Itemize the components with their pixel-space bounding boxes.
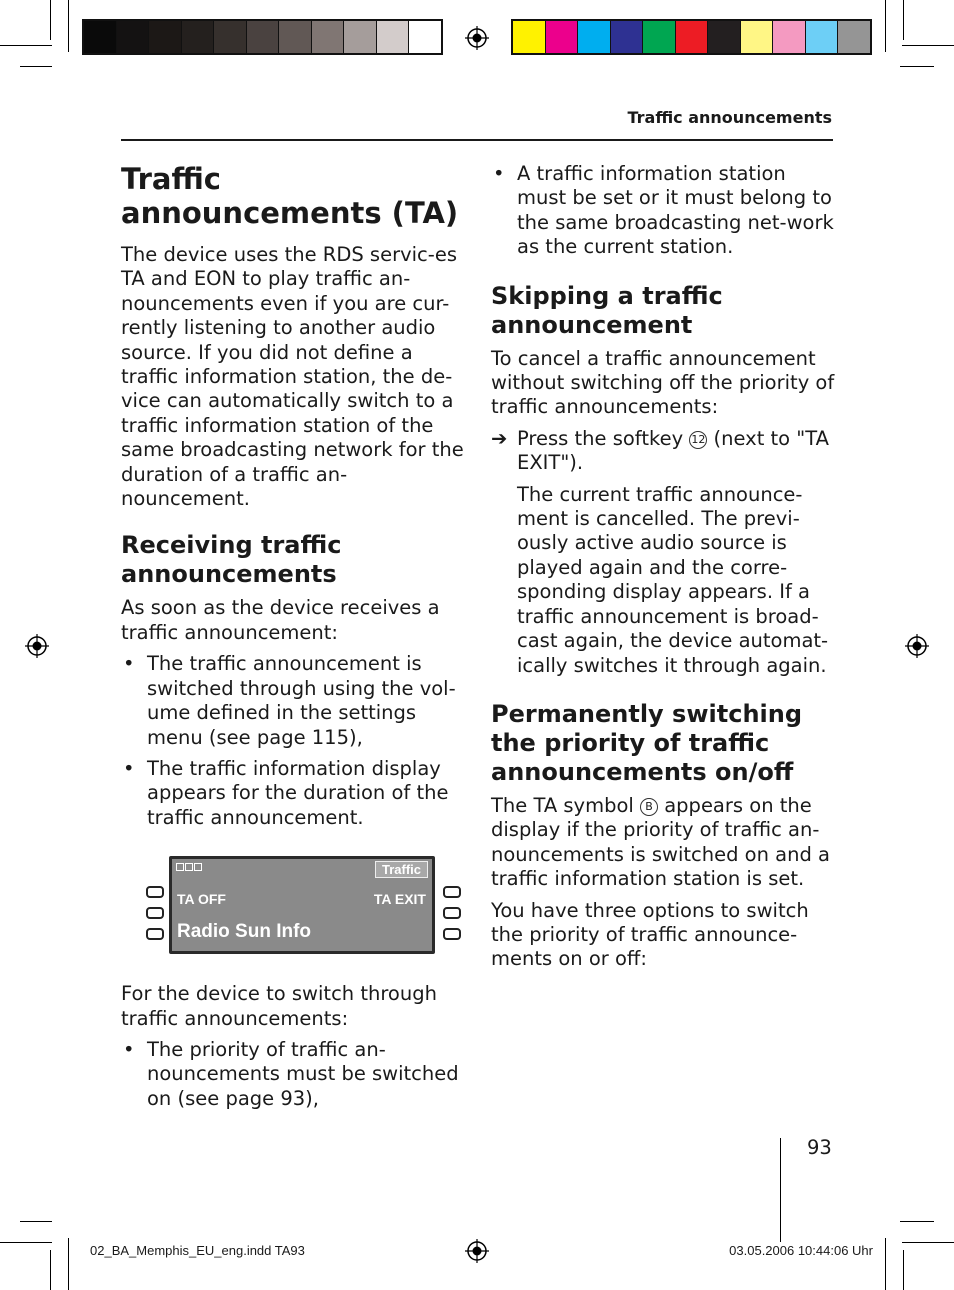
station-list (491, 162, 836, 260)
softkey-right-1 (443, 886, 461, 898)
list-item: • A traffic information station must be set or it must belong to the same broadcasting net-work as the current station. (493, 162, 834, 259)
receiving-heading: Receiving traffic announcements (121, 531, 342, 589)
softkey-left-2 (146, 907, 164, 919)
page-number: 93 (807, 1136, 832, 1159)
right-column (491, 162, 836, 979)
registration-mark-icon (465, 26, 489, 50)
station-name: Radio Sun Info (177, 921, 312, 943)
color-swatch (611, 21, 644, 53)
page-number-rule (780, 1138, 781, 1242)
perm-paragraph: The TA symbol B appears on the display if the priority of traffic an-nouncements is switched on and a traffic information station is set. (491, 793, 831, 891)
arrow-right-icon: ➔ (491, 426, 508, 450)
skip-heading: Skipping a traffic announcement (491, 281, 723, 339)
gray-swatch (84, 21, 117, 53)
gray-color-bar (82, 19, 443, 55)
registration-mark-icon (465, 1239, 489, 1263)
switch-intro: For the device to switch through traffic announcements: (121, 982, 437, 1030)
process-color-bar (511, 19, 872, 55)
color-swatch (708, 21, 741, 53)
switch-list (121, 1038, 466, 1111)
softkey-left-3 (146, 928, 164, 940)
gray-swatch (312, 21, 345, 53)
receiving-list (121, 652, 466, 830)
list-item: • The traffic announcement is switched through using the vol-ume defined in the settings menu (see page 115), (123, 652, 456, 749)
color-swatch (513, 21, 546, 53)
running-head: Traffic announcements (627, 108, 832, 127)
header-rule (121, 139, 833, 141)
slug-file: 02_BA_Memphis_EU_eng.indd TA93 (90, 1243, 305, 1258)
softkey-left-1 (146, 886, 164, 898)
color-swatch (773, 21, 806, 53)
step-result: The current traffic announce-ment is cancelled. The previ-ously active audio source is played again and the corre-sponding display appears. If a traffic announcement is broad-cast again, the device automat-ically switches it through again. (517, 482, 829, 677)
receiving-intro: As soon as the device receives a traffic announcement: (121, 596, 440, 644)
step-press-softkey: ➔ Press the softkey 12 (next to "TA EXIT"). (491, 426, 830, 475)
color-swatch (806, 21, 839, 53)
registration-mark-icon (25, 634, 49, 658)
color-swatch (838, 21, 870, 53)
intro-paragraph: The device uses the RDS servic-es TA and EON to play traffic an-nouncements even if you are cur-rently listening to another audio source. If you did not define a traffic information station, the de-vice can automatically switch to a traffic information station of the same broadcasting network for the duration of a traffic an-nouncement. (121, 243, 464, 511)
status-icons (176, 863, 202, 871)
softkey-right-2 (443, 907, 461, 919)
softkey-right-3 (443, 928, 461, 940)
gray-swatch (182, 21, 215, 53)
left-column (121, 162, 466, 1118)
color-swatch (643, 21, 676, 53)
gray-swatch (149, 21, 182, 53)
traffic-display-illustration (121, 844, 466, 964)
registration-mark-icon (905, 634, 929, 658)
color-swatch (741, 21, 774, 53)
perm-options: You have three options to switch the priority of traffic announce-ments on or off: (491, 898, 809, 971)
gray-swatch (409, 21, 441, 53)
gray-swatch (117, 21, 150, 53)
perm-heading: Permanently switching the priority of traffic announcements on/off (491, 699, 803, 786)
softkey-number-badge: 12 (689, 431, 707, 449)
color-swatch (578, 21, 611, 53)
skip-intro: To cancel a traffic announcement without switching off the priority of traffic announcements: (491, 346, 835, 419)
radio-display (169, 856, 435, 954)
gray-swatch (377, 21, 410, 53)
traffic-tab: Traffic (375, 861, 428, 878)
color-swatch (546, 21, 579, 53)
color-swatch (676, 21, 709, 53)
slug-date: 03.05.2006 10:44:06 Uhr (729, 1243, 873, 1258)
list-item: • The priority of traffic an-nouncements must be switched on (see page 93), (123, 1037, 459, 1110)
gray-swatch (247, 21, 280, 53)
list-item: • The traffic information display appears for the duration of the traffic announcement. (123, 756, 449, 829)
ta-exit-label: TA EXIT (373, 891, 426, 908)
ta-symbol-badge: B (640, 798, 658, 816)
gray-swatch (279, 21, 312, 53)
page-title: Traffic announcements (TA) (121, 162, 459, 230)
gray-swatch (344, 21, 377, 53)
ta-off-label: TA OFF (177, 891, 226, 908)
gray-swatch (214, 21, 247, 53)
